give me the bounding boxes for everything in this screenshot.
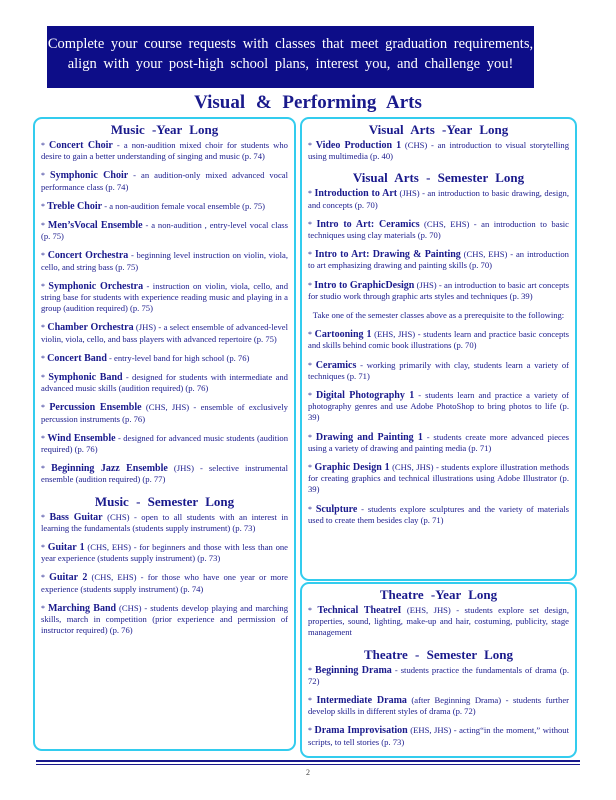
music-section xyxy=(33,117,296,751)
course-name: Concert Orchestra xyxy=(47,250,129,262)
visual-year-list xyxy=(308,140,569,162)
course-entry xyxy=(308,329,569,351)
course-description: (CHS) - students develop playing and marching skills, march in competition (prior experience and permission of instructor required) (p. 76) xyxy=(41,602,288,636)
course-description: (CHS, EHS) - an introduction to basic techniques using clay materials (p. 70) xyxy=(308,218,569,241)
bullet-mark: * xyxy=(41,573,45,583)
course-entry xyxy=(41,402,288,424)
theatre-section xyxy=(300,582,577,758)
page-number: 2 xyxy=(306,768,310,777)
course-entry xyxy=(308,390,569,424)
visual-semester-heading: Visual Arts - Semester Long xyxy=(352,170,525,186)
course-name: Concert Choir xyxy=(49,140,113,151)
course-name: Percussion Ensemble xyxy=(49,402,142,414)
prerequisite-note: Take one of the semester classes above as a prerequisite to the following: xyxy=(312,310,565,321)
bullet-mark: * xyxy=(308,696,312,706)
course-entry xyxy=(41,220,288,242)
course-name: Intro to Art: Ceramics xyxy=(316,218,420,230)
course-name: Sculpture xyxy=(315,503,358,515)
theatre-semester-heading: Theatre - Semester Long xyxy=(363,646,514,662)
footer-rule xyxy=(36,760,580,762)
course-name: Concert Band xyxy=(47,352,107,364)
course-description: - an audition-only mixed advanced vocal performance class (p. 74) xyxy=(41,170,288,192)
course-entry xyxy=(308,504,569,526)
theatre-year-list xyxy=(308,605,569,639)
page-title: Visual & Performing Arts xyxy=(194,92,422,113)
course-name: Bass Guitar xyxy=(49,511,103,523)
course-name: Treble Choir xyxy=(47,200,103,212)
course-description: (JHS) - an introduction to basic art concepts for studio work through graphic arts styles and techniques (p. 39) xyxy=(308,279,569,301)
course-description: (CHS) - open to all students with an interest in learning the fundamentals (students supply instrument) (p. 73) xyxy=(41,511,289,533)
course-entry xyxy=(308,219,569,241)
intro-banner xyxy=(47,26,534,88)
course-description: - students explore sculptures and the variety of materials used to create them besides clay (p. 71) xyxy=(308,503,569,525)
course-description: - a non-audition mixed choir for students who desire to gain a better understanding of singing and music (p. 74) xyxy=(41,140,288,162)
banner-line-1: Complete your course requests with classes that meet graduation requirements, xyxy=(47,36,534,52)
course-name: Intro to Art: Drawing & Painting xyxy=(314,249,461,261)
course-name: Introduction to Art xyxy=(314,188,398,200)
bullet-mark: * xyxy=(41,543,45,553)
theatre-year-heading: Theatre -Year Long xyxy=(379,587,498,602)
course-name: Digital Photography 1 xyxy=(316,390,415,402)
bullet-mark: * xyxy=(41,603,45,613)
course-description: (JHS) - a select ensemble of advanced-level violin, viola, cello, and bass players with advanced repertoire (p. 75) xyxy=(41,322,288,344)
bullet-mark: * xyxy=(308,280,312,290)
bullet-mark: * xyxy=(41,403,45,413)
theatre-semester-list xyxy=(308,665,569,748)
bullet-mark: * xyxy=(308,726,312,736)
course-description: - students practice the fundamentals of drama (p. 72) xyxy=(308,664,569,686)
course-entry xyxy=(41,281,288,315)
course-name: Men’sVocal Ensemble xyxy=(47,220,143,232)
course-entry xyxy=(41,463,288,485)
course-description: (EHS, JHS) - acting“in the moment,” without scripts, to tell stories (p. 73) xyxy=(308,725,569,747)
visual-semester-list xyxy=(308,188,569,302)
course-name: Symphonic Choir xyxy=(50,170,129,182)
bullet-mark: * xyxy=(41,464,45,474)
bullet-mark: * xyxy=(41,512,45,522)
course-entry xyxy=(41,603,288,637)
course-entry xyxy=(41,201,288,212)
bullet-mark: * xyxy=(41,353,45,363)
footer-rule-thin xyxy=(36,764,580,765)
bullet-mark: * xyxy=(308,219,312,229)
bullet-mark: * xyxy=(41,323,45,333)
bullet-mark: * xyxy=(308,504,312,514)
bullet-mark: * xyxy=(41,201,45,211)
course-description: - beginning level instruction on violin, viola, cello, and string bass (p. 75) xyxy=(41,250,288,272)
bullet-mark: * xyxy=(41,251,45,261)
course-description: (CHS, EHS) - for those who have one year or more experience (students supply instrument) (p. 74) xyxy=(41,572,288,594)
course-entry xyxy=(308,280,569,302)
course-name: Guitar 2 xyxy=(49,572,88,584)
course-description: (CHS, JHS) - ensemble of exclusively percussion instruments (p. 76) xyxy=(41,402,288,424)
course-entry xyxy=(308,432,569,454)
visual-arts-section xyxy=(300,117,577,581)
course-name: Drama Improvisation xyxy=(314,725,408,737)
bullet-mark: * xyxy=(308,606,312,615)
bullet-mark: * xyxy=(308,463,312,473)
course-name: Wind Ensemble xyxy=(47,432,116,444)
course-name: Technical TheatreI xyxy=(317,605,402,616)
music-year-list xyxy=(41,140,288,486)
bullet-mark: * xyxy=(41,221,45,231)
course-entry xyxy=(308,665,569,687)
course-description: (EHS, JHS) - students learn and practice basic concepts and skills behind comic book illustrations (p. 70) xyxy=(308,329,569,351)
course-description: (JHS) - selective instrumental ensemble (audition required) (p. 77) xyxy=(41,463,289,485)
course-description: (JHS) - an introduction to basic drawing, design, and concepts (p. 70) xyxy=(308,188,569,210)
bullet-mark: * xyxy=(308,141,312,150)
course-name: Ceramics xyxy=(315,359,357,371)
course-entry xyxy=(308,188,569,210)
course-entry xyxy=(41,542,288,564)
course-name: Cartooning 1 xyxy=(314,329,372,341)
bullet-mark: * xyxy=(308,250,312,260)
course-entry xyxy=(308,140,569,162)
course-description: - designed for students with intermediate and advanced music skills (audition required) (p. 76) xyxy=(41,372,288,394)
course-description: - designed for advanced music students (audition required) (p. 76) xyxy=(41,432,288,455)
music-semester-list xyxy=(41,512,288,637)
course-description: (EHS, JHS) - students explore set design, properties, sound, lighting, make-up and hair, costuming, publicity, stage management xyxy=(308,605,569,638)
visual-advanced-list xyxy=(308,329,569,526)
bullet-mark: * xyxy=(41,433,45,443)
course-name: Chamber Orchestra xyxy=(47,322,134,334)
course-description: (CHS, EHS) - for beginners and those with less than one year experience (students supply instrument) (p. 73) xyxy=(41,542,288,564)
course-entry xyxy=(41,572,288,594)
course-entry xyxy=(308,695,569,717)
course-description: - students create more advanced pieces using a variety of drawing and painting media (p. 71) xyxy=(308,431,569,453)
course-entry xyxy=(308,249,569,271)
bullet-mark: * xyxy=(41,281,45,291)
course-description: - entry-level band for high school (p. 76) xyxy=(106,352,250,363)
bullet-mark: * xyxy=(308,189,312,199)
course-name: Symphonic Orchestra xyxy=(48,280,144,292)
course-entry xyxy=(41,140,288,162)
course-entry xyxy=(41,372,288,394)
bullet-mark: * xyxy=(308,432,312,442)
course-entry xyxy=(41,250,288,272)
course-entry xyxy=(308,360,569,382)
bullet-mark: * xyxy=(41,373,45,383)
course-description: (after Beginning Drama) - students further develop skills in different styles of drama (p. 72) xyxy=(308,695,570,717)
course-entry xyxy=(41,512,288,534)
course-name: Beginning Jazz Ensemble xyxy=(51,463,168,475)
course-entry xyxy=(41,433,288,455)
course-description: - instruction on violin, viola, cello, and string base for students with experience reading music and playing in a group (audition required) (p. 75) xyxy=(41,280,289,314)
bullet-mark: * xyxy=(308,360,312,370)
course-entry xyxy=(308,462,569,496)
course-entry xyxy=(41,353,288,364)
bullet-mark: * xyxy=(41,141,45,150)
course-entry xyxy=(308,725,569,747)
bullet-mark: * xyxy=(308,391,312,401)
bullet-mark: * xyxy=(41,171,45,181)
course-description: (CHS) - an introduction to visual storytelling using multimedia (p. 40) xyxy=(308,140,569,162)
course-entry xyxy=(41,170,288,192)
course-name: Intro to GraphicDesign xyxy=(314,279,415,291)
course-name: Guitar 1 xyxy=(47,542,85,554)
course-name: Symphonic Band xyxy=(48,372,123,384)
music-year-heading: Music -Year Long xyxy=(110,122,219,137)
course-description: - a non-audition female vocal ensemble (p. 75) xyxy=(102,200,266,211)
course-name: Drawing and Painting 1 xyxy=(315,431,423,443)
course-name: Graphic Design 1 xyxy=(314,462,390,474)
music-semester-heading: Music - Semester Long xyxy=(94,493,235,509)
course-name: Video Production 1 xyxy=(315,140,402,151)
course-description: (CHS, EHS) - an introduction to art emphasizing drawing and painting skills (p. 70) xyxy=(308,249,569,271)
visual-year-heading: Visual Arts -Year Long xyxy=(368,122,509,137)
course-description: - working primarily with clay, students learn a variety of techniques (p. 71) xyxy=(308,359,570,381)
course-entry xyxy=(41,322,288,344)
course-name: Beginning Drama xyxy=(315,664,392,676)
banner-line-2: align with your post-high school plans, interest you, and challenge you! xyxy=(67,56,514,72)
bullet-mark: * xyxy=(308,665,312,675)
course-description: - students learn and practice a variety of photography genres and use Adobe PhotoShop to bring photos to life (p. 39) xyxy=(308,390,569,423)
course-description: (CHS, JHS) - students explore illustration methods for creating graphics and technical illustrations using Adobe Illustrator (p. 39) xyxy=(308,462,569,495)
bullet-mark: * xyxy=(308,330,312,340)
course-entry xyxy=(308,605,569,639)
course-name: Intermediate Drama xyxy=(316,695,407,707)
course-name: Marching Band xyxy=(47,602,117,614)
course-description: - a non-audition , entry-level vocal class (p. 75) xyxy=(41,220,288,242)
